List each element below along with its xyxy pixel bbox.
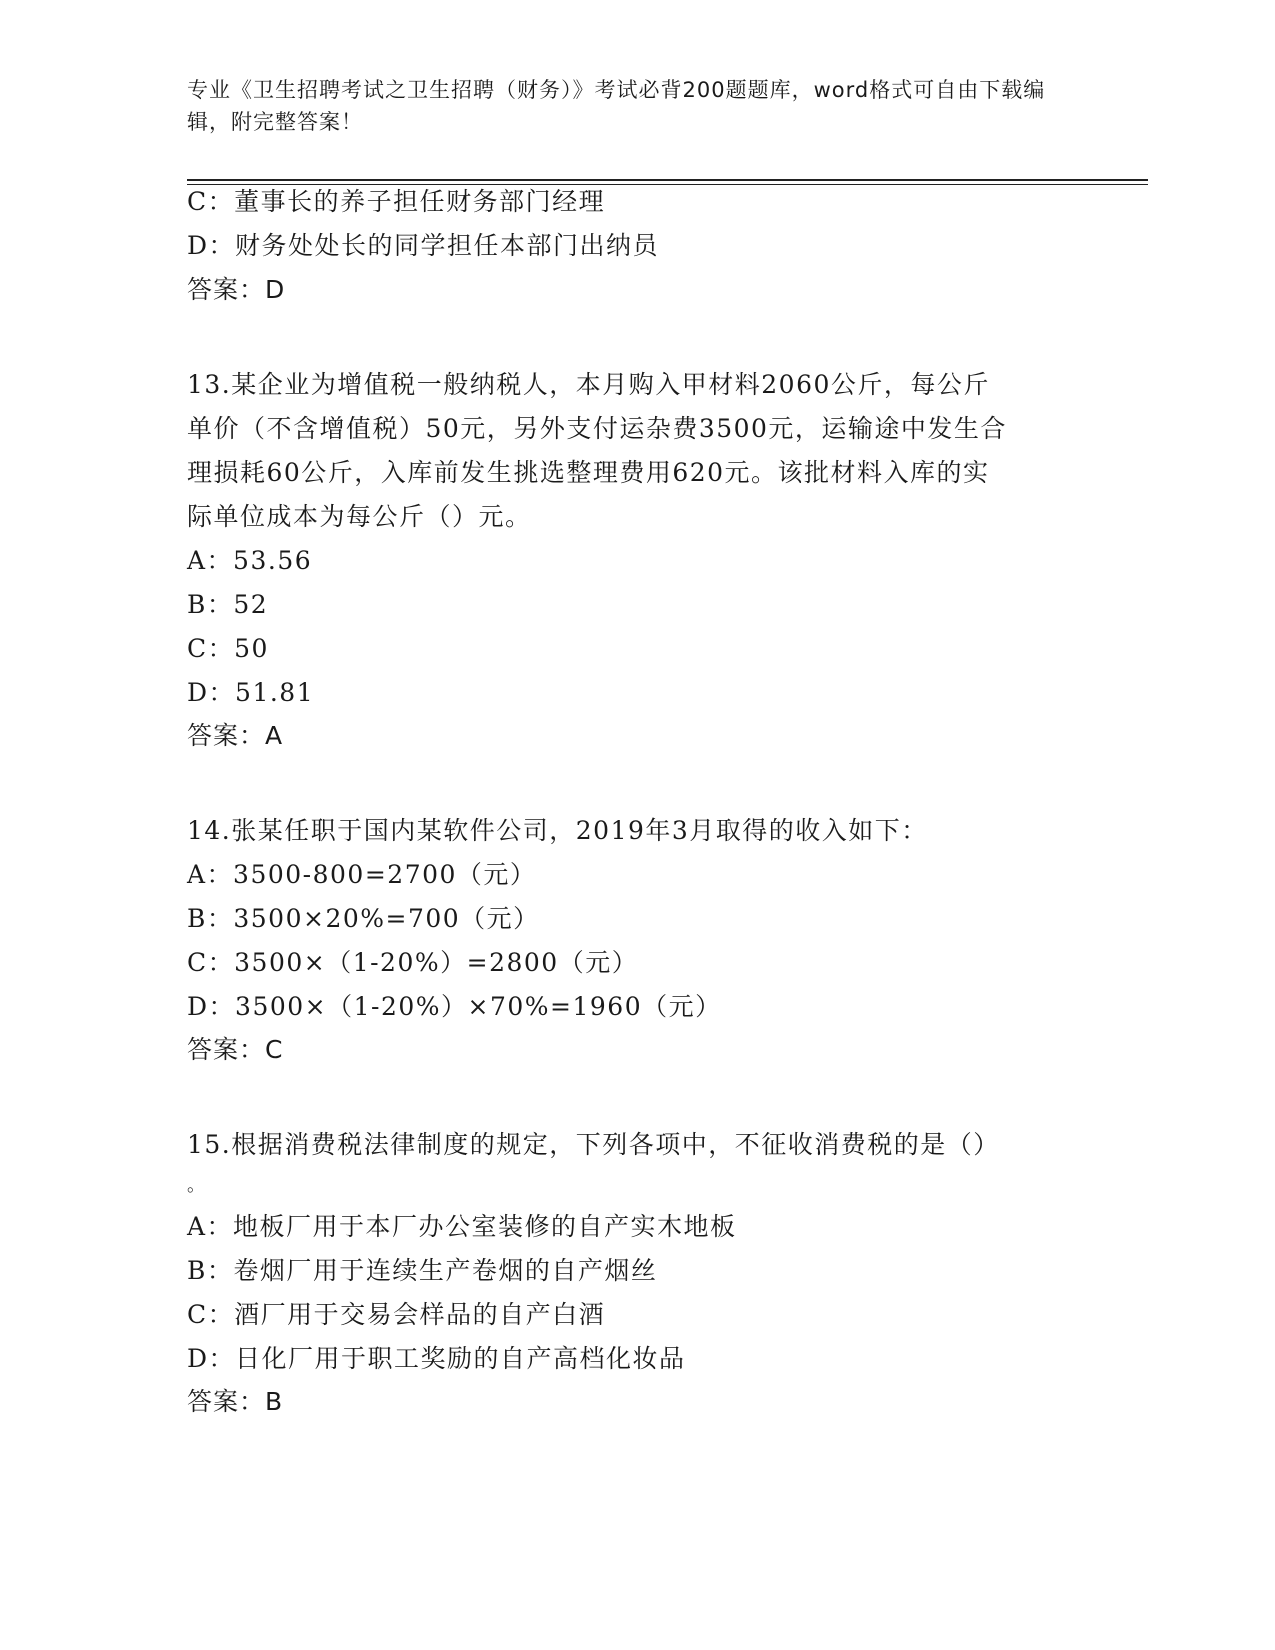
q14-option-b: B：3500×20%=700（元） <box>187 904 540 933</box>
q13-stem-line-2: 单价（不含增值税）50元，另外支付运杂费3500元，运输途中发生合 <box>187 414 1007 443</box>
q13-option-b: B：52 <box>187 590 269 619</box>
q15-option-b: B：卷烟厂用于连续生产卷烟的自产烟丝 <box>187 1256 658 1285</box>
q13-option-a: A：53.56 <box>187 546 313 575</box>
q13-stem-line-3: 理损耗60公斤，入库前发生挑选整理费用620元。该批材料入库的实 <box>187 458 990 487</box>
q15-stem-line-1: 15.根据消费税法律制度的规定，下列各项中，不征收消费税的是（） <box>187 1130 1000 1159</box>
document-header: 专业《卫生招聘考试之卫生招聘（财务）》考试必背200题题库，word格式可自由下载编辑，附完整答案！ <box>187 78 1046 134</box>
q13-stem-line-4: 际单位成本为每公斤（）元。 <box>187 502 532 531</box>
q12-option-d: D：财务处处长的同学担任本部门出纳员 <box>187 231 660 260</box>
q15-option-d: D：日化厂用于职工奖励的自产高档化妆品 <box>187 1344 686 1373</box>
header-rule-thin <box>187 184 1148 185</box>
q15-answer: 答案：B <box>187 1387 284 1416</box>
q15-option-c: C：酒厂用于交易会样品的自产白酒 <box>187 1300 606 1329</box>
q13-stem-line-1: 13.某企业为增值税一般纳税人，本月购入甲材料2060公斤，每公斤 <box>187 370 990 399</box>
q12-answer: 答案：D <box>187 275 286 304</box>
q15-option-a: A：地板厂用于本厂办公室装修的自产实木地板 <box>187 1212 737 1241</box>
q13-option-d: D：51.81 <box>187 678 315 707</box>
q14-option-c: C：3500×（1-20%）=2800（元） <box>187 948 639 977</box>
q13-answer: 答案：A <box>187 721 284 750</box>
q14-option-a: A：3500-800=2700（元） <box>187 860 537 889</box>
q14-answer: 答案：C <box>187 1035 284 1064</box>
q12-option-c: C：董事长的养子担任财务部门经理 <box>187 187 606 216</box>
header-rule-thick <box>187 179 1148 181</box>
q14-option-d: D：3500×（1-20%）×70%=1960（元） <box>187 992 722 1021</box>
q13-option-c: C：50 <box>187 634 269 663</box>
q15-stem-line-2: 。 <box>187 1175 207 1196</box>
q14-stem-line-1: 14.张某任职于国内某软件公司，2019年3月取得的收入如下： <box>187 816 928 845</box>
